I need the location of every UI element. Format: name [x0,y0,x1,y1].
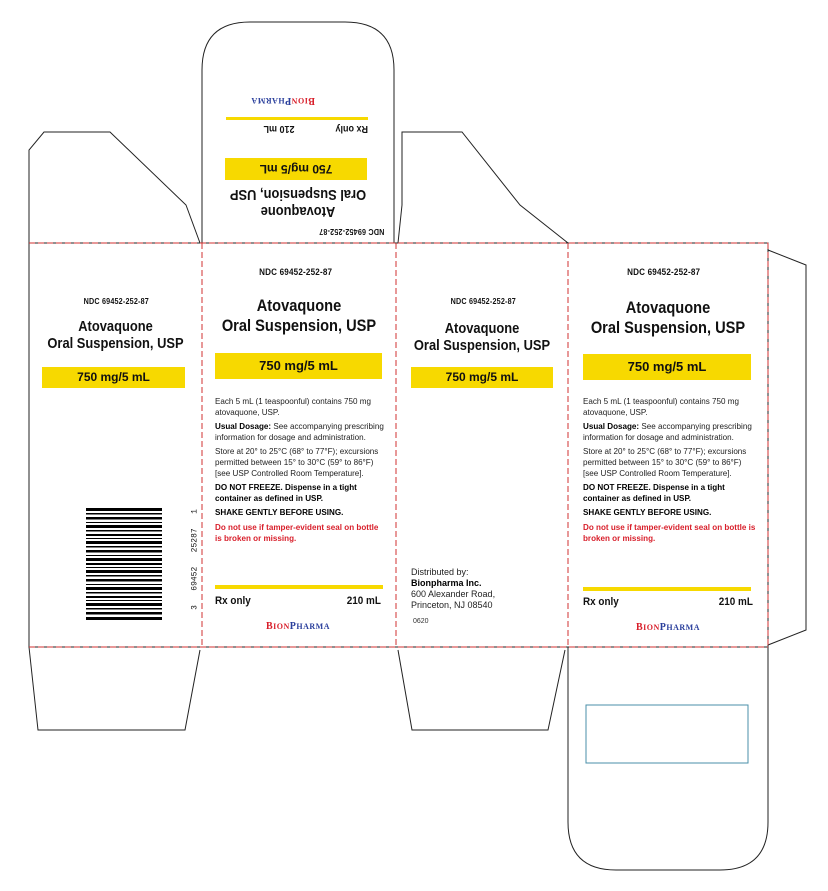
strength-band: 750 mg/5 mL [215,353,382,379]
rx-only: Rx only [215,595,251,607]
glue-flap [768,250,806,645]
barcode-digits: 3 69452 25287 1 [190,509,200,610]
yellow-rule [226,117,368,120]
product-name: Atovaquone Oral Suspension, USP [590,298,746,337]
product-name: Atovaquone Oral Suspension, USP [221,296,377,335]
side-panel-right [397,244,567,646]
yellow-rule [215,585,383,589]
product-name: Atovaquone Oral Suspension, USP [47,318,184,353]
side-panel-left [30,244,201,646]
bottom-flap-mid [398,650,565,730]
barcode [82,498,200,628]
barcode-icon [82,498,190,628]
label-body-text: Each 5 mL (1 teaspoonful) contains 750 mg atovaquone, USP. Usual Dosage: See accompanying prescribing information for dosage and administration. Store at 20° to 25°C (68° to 77°F); excursions permitted between 15° to 30°C (59° to 86°F) [see USP Controlled Room Temperature]. DO NOT FREEZE. Dispense in a tight container as defined in USP. SHAKE GENTLY BEFORE USING. Do not use if tamper-evident seal on bottle is broken or missing. [583,396,756,543]
strength-band: 750 mg/5 mL [583,354,751,380]
top-dust-flap-left [29,132,200,243]
strength-band: 750 mg/5 mL [225,158,367,180]
ndc-code: NDC 69452-252-87 [627,267,701,277]
product-name: Atovaquone Oral Suspension, USP [413,320,551,355]
distributor-info: Distributed by: Bionpharma Inc. 600 Alexander Road, Princeton, NJ 08540 [411,567,496,610]
bionpharma-logo: BIONPHARMA [265,621,330,632]
volume: 210 mL [346,595,381,607]
back-panel [569,244,767,646]
lot-box [586,705,748,763]
top-flap-panel [204,80,392,240]
ndc-code: NDC 69452-252-87 [259,267,333,277]
volume: 210 mL [264,123,296,134]
yellow-rule [583,587,751,591]
bottom-flap-left [29,647,200,730]
volume: 210 mL [718,596,753,608]
bionpharma-logo: BIONPHARMA [635,622,700,633]
front-panel [203,244,395,646]
rx-only: Rx only [583,596,619,608]
ndc-code: NDC 69452-252-87 [450,297,516,306]
label-body-text: Each 5 mL (1 teaspoonful) contains 750 mg atovaquone, USP. Usual Dosage: See accompanying prescribing information for dosage and administration. Store at 20° to 25°C (68° to 77°F); excursions permitted between 15° to 30°C (59° to 86°F) [see USP Controlled Room Temperature]. DO NOT FREEZE. Dispense in a tight container as defined in USP. SHAKE GENTLY BEFORE USING. Do not use if tamper-evident seal on bottle is broken or missing. [215,396,384,543]
lot-code: 0620 [413,618,429,625]
product-name: Atovaquone Oral Suspension, USP [229,185,367,220]
rx-only: Rx only [335,123,368,134]
bionpharma-logo: BIONPHARMA [251,95,316,106]
strength-band: 750 mg/5 mL [42,367,185,388]
top-dust-flap-right [398,132,568,243]
strength-band: 750 mg/5 mL [411,367,553,388]
bottom-tuck-flap [568,647,768,870]
ndc-code: NDC 69452-252-87 [83,297,149,306]
ndc-code: NDC 69452-252-87 [319,227,385,236]
